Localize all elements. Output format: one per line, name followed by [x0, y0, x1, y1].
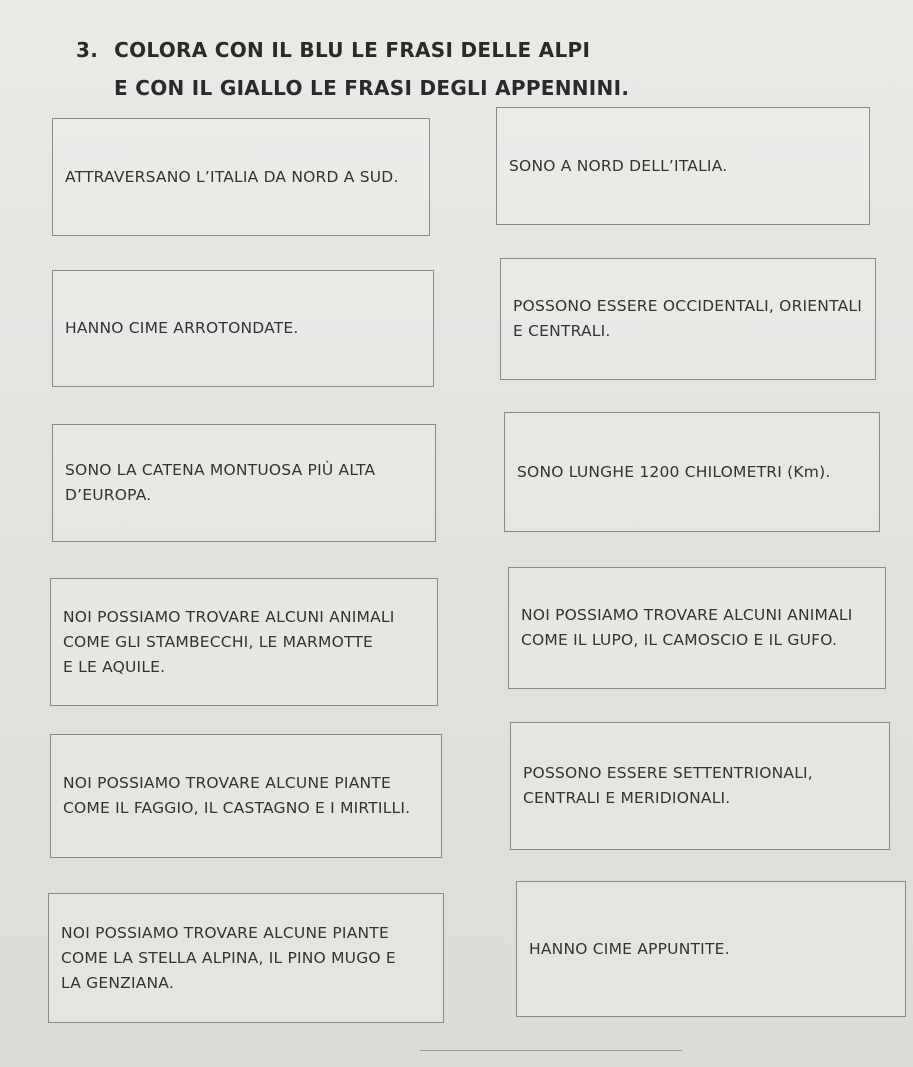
exercise-number: 3. [76, 38, 99, 62]
sentence-line: COME LA STELLA ALPINA, IL PINO MUGO E [61, 948, 396, 967]
sentence-line: POSSONO ESSERE OCCIDENTALI, ORIENTALI [513, 297, 862, 315]
exercise-instruction-1: COLORA CON IL BLU LE FRASI DELLE ALPI [114, 38, 591, 62]
sentence-box-right-6[interactable] [516, 881, 906, 1017]
sentence-box-right-2[interactable] [500, 258, 876, 380]
sentence-line: E CENTRALI. [513, 322, 611, 340]
sentence-line: SONO LUNGHE 1200 CHILOMETRI (Km). [517, 462, 831, 481]
sentence-line: NOI POSSIAMO TROVARE ALCUNI ANIMALI [63, 607, 395, 626]
sentence-box-right-4[interactable] [508, 567, 886, 689]
sentence-line: NOI POSSIAMO TROVARE ALCUNE PIANTE [61, 923, 389, 942]
sentence-line: HANNO CIME ARROTONDATE. [65, 319, 299, 337]
sentence-line: SONO LA CATENA MONTUOSA PIÙ ALTA [65, 461, 376, 479]
sentence-box-left-4[interactable] [50, 578, 438, 706]
sentence-box-right-5[interactable] [510, 722, 890, 850]
sentence-box-left-1[interactable] [52, 118, 430, 236]
sentence-box-left-6[interactable] [48, 893, 444, 1023]
sentence-line: SONO A NORD DELL’ITALIA. [509, 156, 728, 175]
exercise-title-line-2: E CON IL GIALLO LE FRASI DEGLI APPENNINI. [114, 76, 630, 100]
sentence-box-left-3[interactable] [52, 424, 436, 542]
sentence-line: LA GENZIANA. [61, 973, 174, 992]
sentence-line: COME IL LUPO, IL CAMOSCIO E IL GUFO. [521, 631, 838, 649]
cut-line [420, 1050, 682, 1051]
sentence-box-right-1[interactable] [496, 107, 870, 225]
sentence-box-left-5[interactable] [50, 734, 442, 858]
exercise-title-line-1 [76, 38, 590, 62]
sentence-line: HANNO CIME APPUNTITE. [529, 939, 730, 958]
sentence-line: COME IL FAGGIO, IL CASTAGNO E I MIRTILLI. [63, 799, 411, 817]
sentence-line: NOI POSSIAMO TROVARE ALCUNE PIANTE [63, 774, 391, 792]
sentence-line: E LE AQUILE. [63, 657, 166, 676]
sentence-line: POSSONO ESSERE SETTENTRIONALI, [523, 764, 813, 782]
sentence-box-right-3[interactable] [504, 412, 880, 532]
sentence-line: D’EUROPA. [65, 486, 152, 504]
sentence-line: ATTRAVERSANO L’ITALIA DA NORD A SUD. [65, 167, 399, 186]
sentence-line: NOI POSSIAMO TROVARE ALCUNI ANIMALI [521, 606, 853, 624]
sentence-line: COME GLI STAMBECCHI, LE MARMOTTE [63, 632, 374, 651]
sentence-box-left-2[interactable] [52, 270, 434, 387]
sentence-line: CENTRALI E MERIDIONALI. [523, 789, 731, 807]
